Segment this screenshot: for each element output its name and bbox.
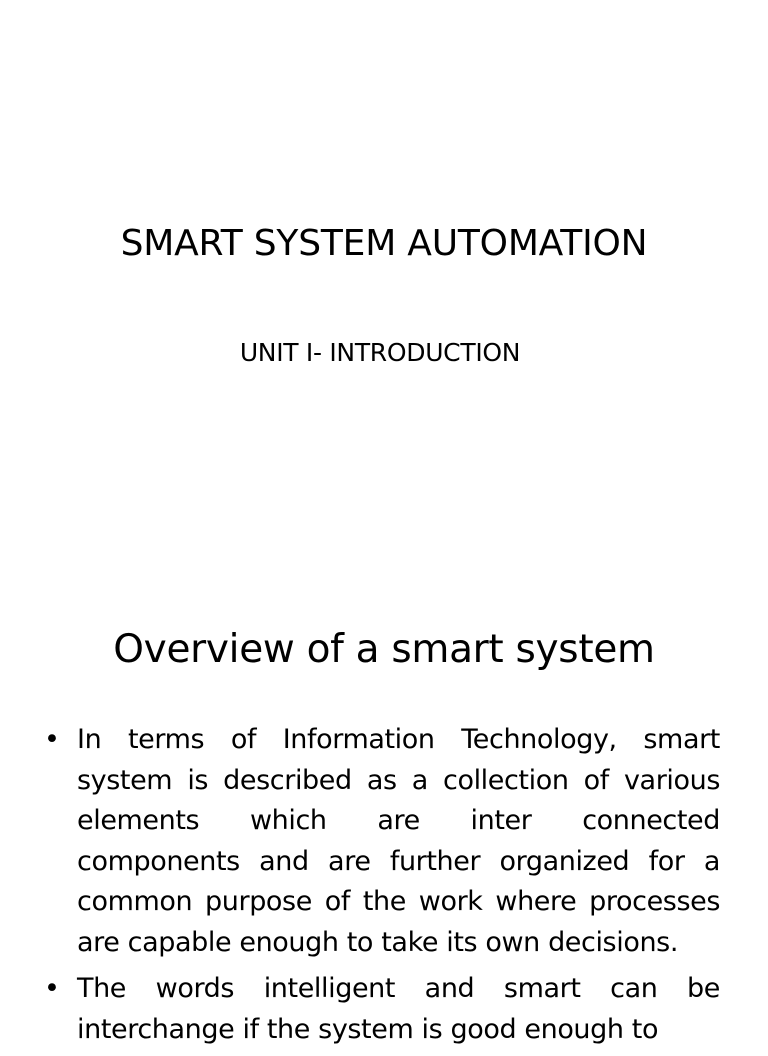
bullet-item [0,969,768,1050]
presentation-subtitle: UNIT I- INTRODUCTION [239,338,521,367]
bullet-list [0,720,768,1056]
bullet-dot-icon: • [44,973,60,1004]
presentation-title: SMART SYSTEM AUTOMATION [120,223,648,264]
bullet-text: In terms of Information Technology, smart system is described as a collection of various elements which are inter connected components and are further organized for a common purpose of the work where processes are capable enough to take its own decisions. [77,724,720,958]
bullet-dot-icon: • [44,724,60,755]
bullet-text: The words intelligent and smart can be interchange if the system is good enough to [77,973,720,1045]
bullet-item [0,720,768,963]
slide-title: Overview of a smart system [113,627,655,672]
content-slide [0,576,768,1045]
